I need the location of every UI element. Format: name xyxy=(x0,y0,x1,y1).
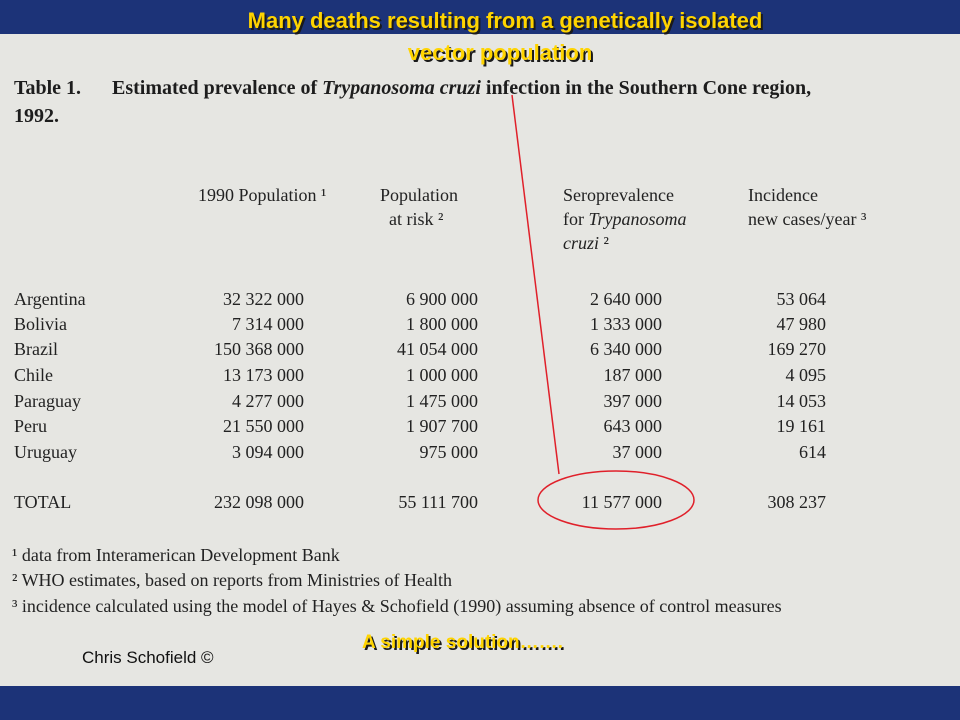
population-cell: 3 094 000 xyxy=(232,442,304,462)
header-1990-population: 1990 Population ¹ xyxy=(198,185,327,205)
total-incidence: 308 237 xyxy=(767,492,826,512)
population-cell: 13 173 000 xyxy=(223,365,304,385)
author-credit: Chris Schofield © xyxy=(82,648,214,667)
table-number: Table 1. xyxy=(14,77,82,99)
caption-part-2: infection in the Southern Cone region, xyxy=(480,77,812,99)
seroprevalence-cell: 397 000 xyxy=(603,391,662,411)
at-risk-cell: 1 800 000 xyxy=(406,314,478,334)
country-cell: Bolivia xyxy=(14,314,67,334)
incidence-cell: 14 053 xyxy=(776,391,826,411)
total-at-risk: 55 111 700 xyxy=(398,492,478,512)
incidence-cell: 47 980 xyxy=(776,314,826,334)
incidence-cell: 4 095 xyxy=(785,365,826,385)
slide-title-line-1: Many deaths resulting from a genetically isolated xyxy=(247,8,763,33)
total-population: 232 098 000 xyxy=(214,492,304,512)
caption-year: 1992. xyxy=(14,105,59,127)
caption-part-1: Estimated prevalence of xyxy=(112,77,323,99)
seroprevalence-cell: 6 340 000 xyxy=(590,339,662,359)
header-incidence: Incidence new cases/year ³ xyxy=(748,185,867,229)
at-risk-cell: 975 000 xyxy=(419,442,478,462)
slide-title-line-2: vector population xyxy=(407,40,593,65)
at-risk-cell: 1 000 000 xyxy=(406,365,478,385)
at-risk-cell: 1 907 700 xyxy=(406,416,478,436)
at-risk-cell: 6 900 000 xyxy=(406,289,478,309)
seroprevalence-cell: 1 333 000 xyxy=(590,314,662,334)
population-cell: 32 322 000 xyxy=(223,289,304,309)
population-cell: 4 277 000 xyxy=(232,391,304,411)
seroprevalence-cell: 37 000 xyxy=(612,442,662,462)
country-cell: Paraguay xyxy=(14,391,81,411)
at-risk-cell: 41 054 000 xyxy=(397,339,478,359)
incidence-cell: 169 270 xyxy=(767,339,826,359)
total-seroprevalence: 11 577 000 xyxy=(581,492,662,512)
seroprevalence-cell: 187 000 xyxy=(603,365,662,385)
footnote-2: ² WHO estimates, based on reports from Ministries of Health xyxy=(12,570,452,590)
caption-species: Trypanosoma cruzi xyxy=(322,77,481,99)
country-cell: Brazil xyxy=(14,339,58,359)
seroprevalence-cell: 2 640 000 xyxy=(590,289,662,309)
solution-caption: A simple solution……. xyxy=(362,632,563,653)
seroprevalence-cell: 643 000 xyxy=(603,416,662,436)
at-risk-cell: 1 475 000 xyxy=(406,391,478,411)
total-label: TOTAL xyxy=(14,492,72,512)
incidence-cell: 53 064 xyxy=(776,289,826,309)
country-cell: Uruguay xyxy=(14,442,77,462)
country-cell: Peru xyxy=(14,416,47,436)
header-population-at-risk: Population at risk ² xyxy=(380,185,459,229)
country-cell: Chile xyxy=(14,365,53,385)
country-cell: Argentina xyxy=(14,289,86,309)
footnote-3: ³ incidence calculated using the model of Hayes & Schofield (1990) assuming absence of control measures xyxy=(12,596,782,616)
population-cell: 7 314 000 xyxy=(232,314,304,334)
incidence-cell: 614 xyxy=(799,442,826,462)
pointer-line xyxy=(512,95,559,474)
header-seroprevalence: Seroprevalence for Trypanosoma cruzi ² xyxy=(563,185,687,253)
population-cell: 150 368 000 xyxy=(214,339,304,359)
incidence-cell: 19 161 xyxy=(776,416,826,436)
highlight-ellipse xyxy=(538,471,694,529)
footnote-1: ¹ data from Interamerican Development Bank xyxy=(12,545,340,565)
population-cell: 21 550 000 xyxy=(223,416,304,436)
